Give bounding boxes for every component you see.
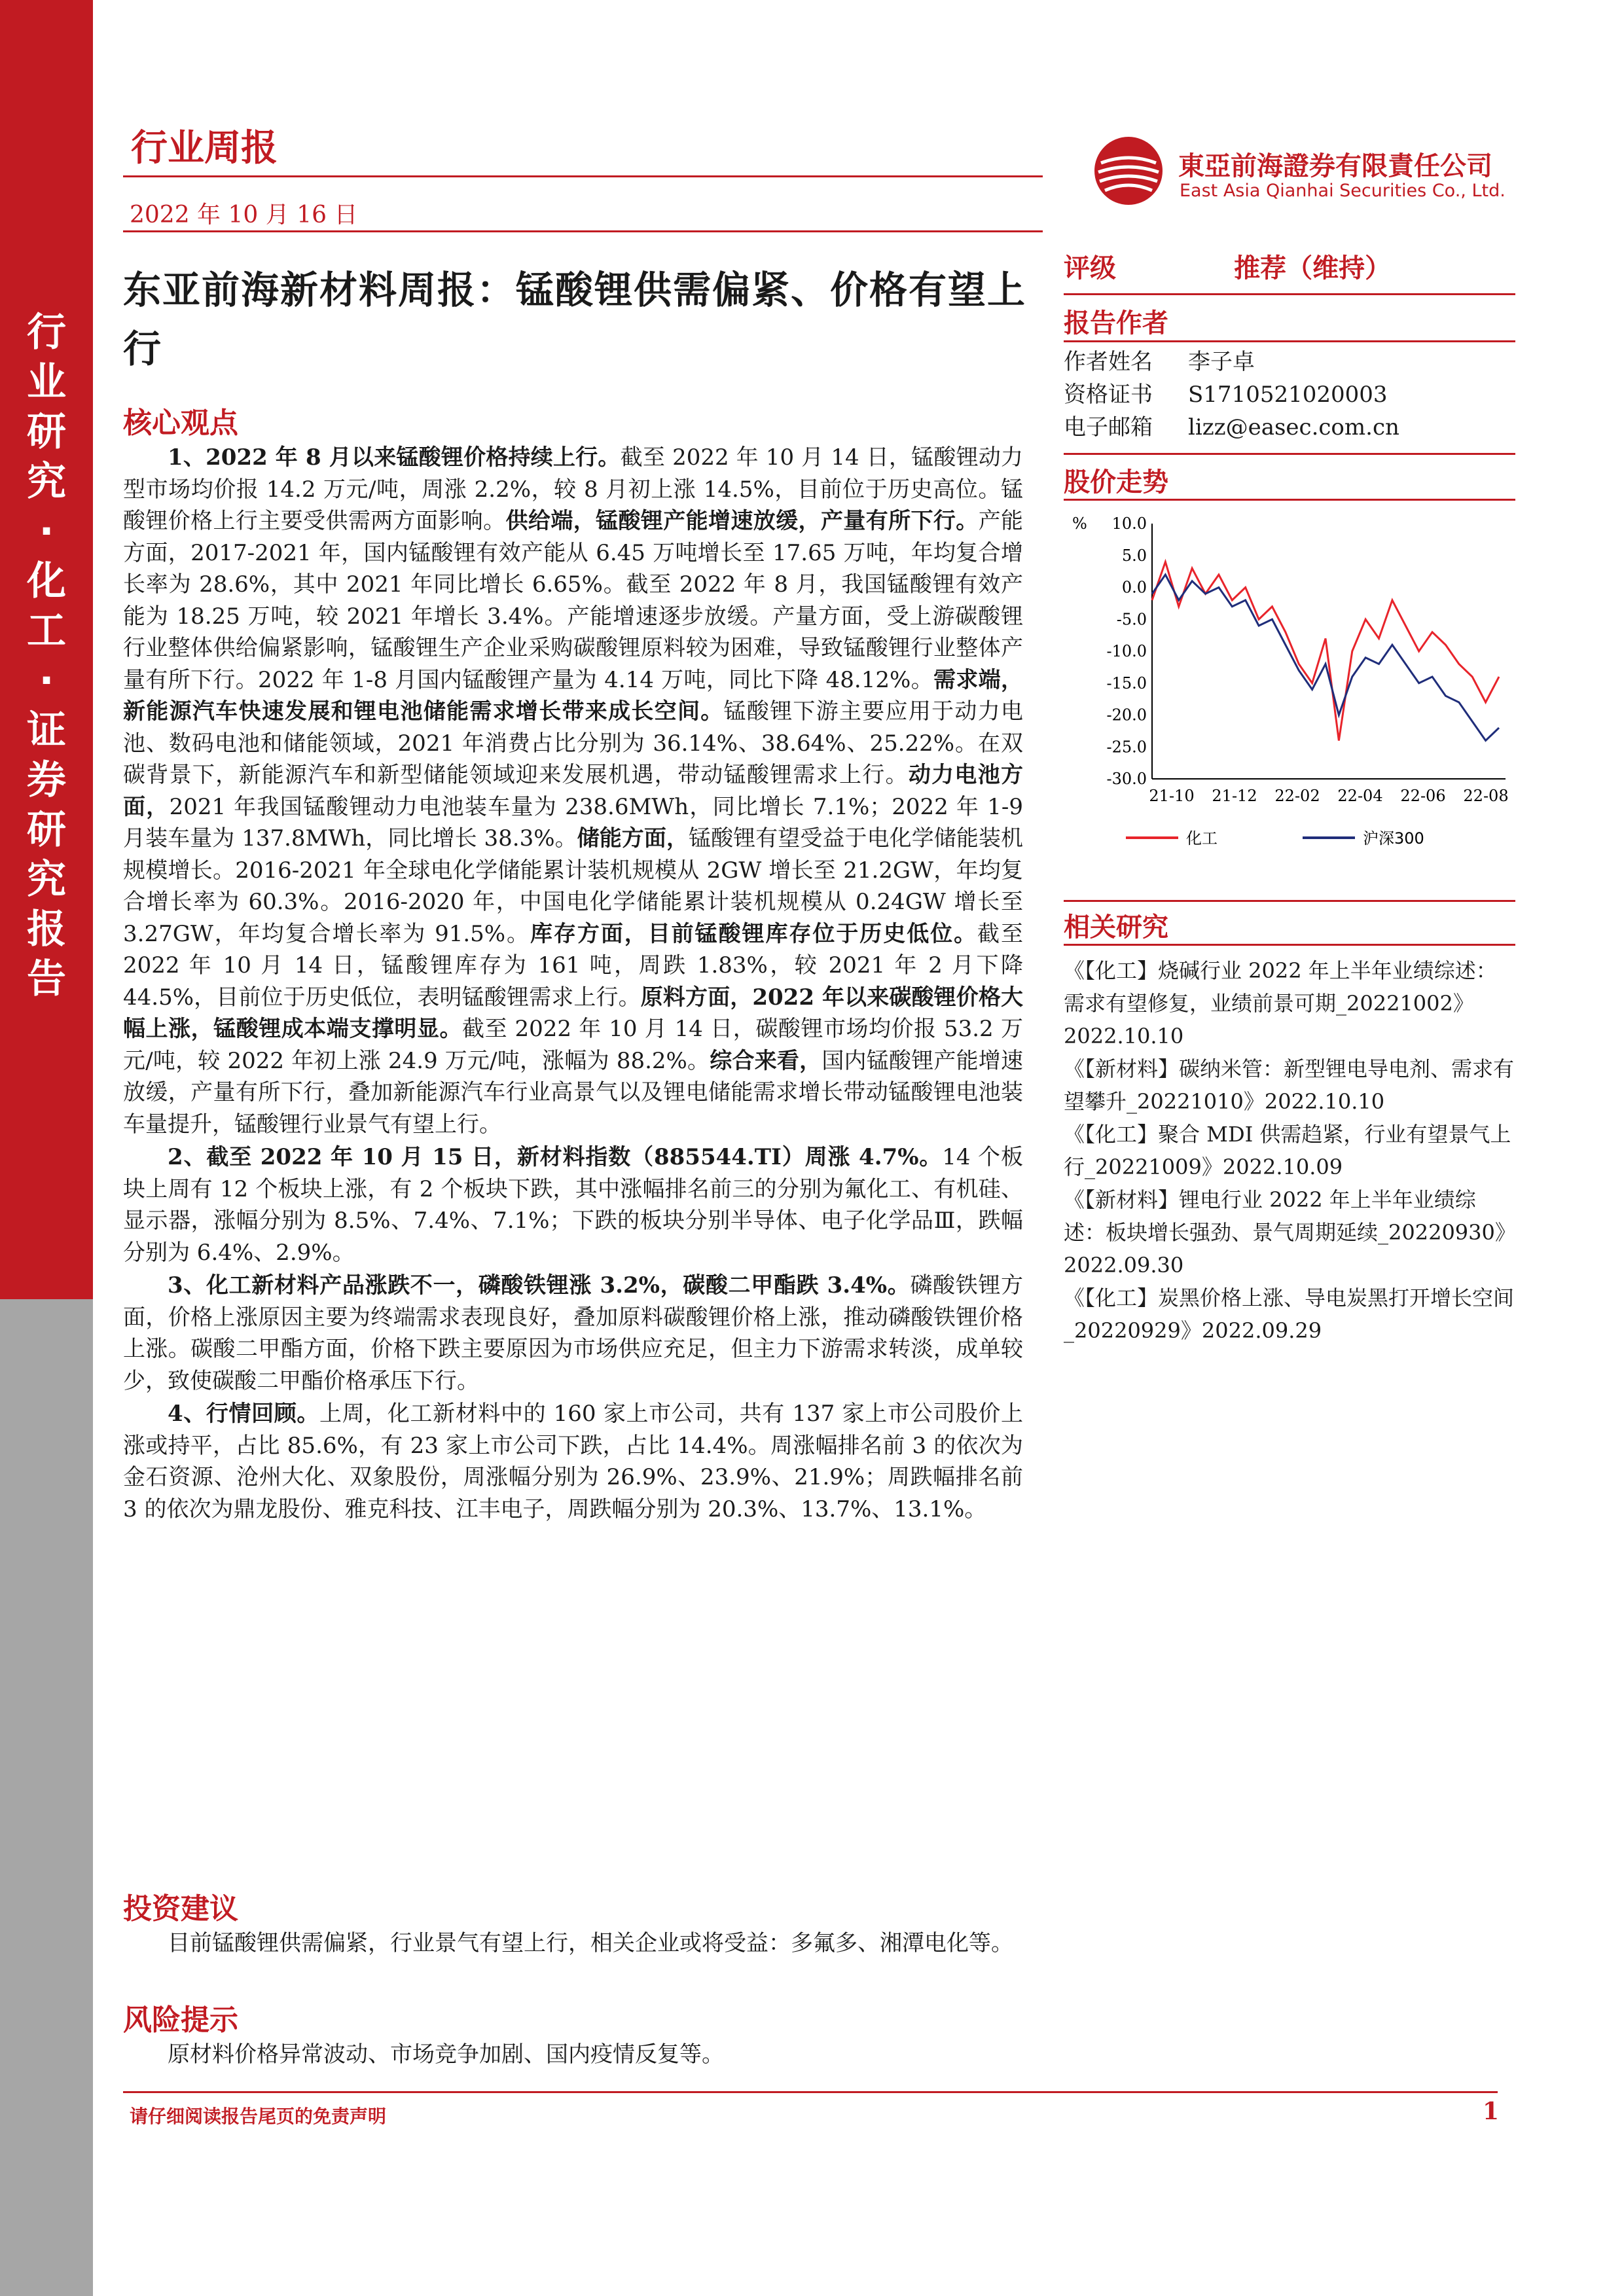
report-title: 东亚前海新材料周报：锰酸锂供需偏紧、价格有望上行 — [123, 268, 1027, 371]
sidebar-char: 业 — [27, 359, 66, 405]
text-segment: 截至 2022 年 10 月 14 日，锰酸锂动力型市场均价报 14.2 万元/吨，周涨 2.2%，较 8 月初上涨 14.5%，目前位于历史高位。锰酸锂价格上行主要受供需两方面影响。 — [123, 444, 1024, 534]
sidebar-char: 化 — [27, 558, 66, 604]
text-segment: 截至 2022 年 10 月 14 日，碳酸锂市场均价报 53.2 万元/吨，较 2022 年初上涨 24.9 万元/吨，涨幅为 88.2%。 — [123, 1016, 1024, 1074]
bold-segment: 供给端，锰酸锂产能增速放缓，产量有所下行。 — [505, 508, 979, 534]
sidebar-char: · — [39, 658, 54, 704]
text-segment: 锰酸锂有望受益于电化学储能装机规模增长。2016-2021 年全球电化学储能累计装机规模从 2GW 增长至 21.2GW，年均复合增长率为 60.3%。2016-2020 年，中国电化学储能累计装机规模从 0.24GW 增长至 3.27GW，年均复合增长率为 91.5%。 — [123, 825, 1024, 947]
paragraph — [123, 1270, 1023, 1397]
bold-segment: 需求端，新能源汽车快速发展和锂电池储能需求增长带来成长空间。 — [123, 666, 1024, 725]
x-tick-label: 22-02 — [1274, 787, 1320, 805]
legend-label: 化工 — [1186, 829, 1218, 848]
text-segment: 上周，化工新材料中的 160 家上市公司，共有 137 家上市公司股价上涨或持平，占比 85.6%，有 23 家上市公司下跌，占比 14.4%。周涨幅排名前 3 的依次为金石资源、沧州大化、双象股份，周涨幅分别为 26.9%、23.9%、21.9%；周跌幅排名前 3 的依次为鼎龙股份、雅克科技、江丰电子，周跌幅分别为 20.3%、13.7%、13.1%。 — [123, 1401, 1023, 1522]
author-email: lizz@easec.com.cn — [1188, 414, 1399, 440]
related-item[interactable]: 《【化工】烧碱行业 2022 年上半年业绩综述：需求有望修复，业绩前景可期_20221002》2022.10.10 — [1064, 958, 1497, 1049]
related-list — [1064, 954, 1515, 1347]
y-tick-label: 0.0 — [1121, 578, 1147, 597]
report-type: 行业周报 — [131, 127, 278, 170]
sidebar-char: 研 — [27, 409, 66, 455]
bold-segment: 储能方面， — [577, 825, 689, 852]
y-unit-label: % — [1072, 514, 1087, 533]
bold-segment: 3、化工新材料产品涨跌不一，磷酸铁锂涨 3.2%，碳酸二甲酯跌 3.4%。 — [168, 1272, 911, 1299]
related-heading-wrap — [1064, 906, 1515, 944]
company-name-en: East Asia Qianhai Securities Co., Ltd. — [1180, 181, 1506, 201]
report-date: 2022 年 10 月 16 日 — [130, 202, 358, 228]
bold-segment: 库存方面，目前锰酸锂库存位于历史低位。 — [530, 920, 978, 947]
core-view-body — [123, 442, 1023, 1526]
x-tick-label: 21-10 — [1149, 787, 1195, 805]
related-item[interactable]: 《【化工】聚合 MDI 供需趋紧，行业有望景气上行_20221009》2022.10.09 — [1064, 1122, 1511, 1179]
footer-divider — [123, 2091, 1498, 2093]
related-item[interactable]: 《【化工】炭黑价格上涨、导电炭黑打开增长空间_20220929》2022.09.29 — [1064, 1285, 1515, 1343]
x-tick-label: 22-08 — [1463, 787, 1509, 805]
chart-divider — [1064, 499, 1515, 501]
author-email-label: 电子邮箱 — [1064, 414, 1153, 440]
author-heading-wrap — [1064, 302, 1515, 340]
risk-text: 原材料价格异常波动、市场竞争加剧、国内疫情反复等。 — [168, 2041, 724, 2068]
author-email-row — [1064, 411, 1515, 444]
bold-segment: 1、2022 年 8 月以来锰酸锂价格持续上行。 — [168, 444, 621, 471]
text-segment: 14 个板块上周有 12 个板块上涨，有 2 个板块下跌，其中涨幅排名前三的分别为氟化工、有机硅、显示器，涨幅分别为 8.5%、7.4%、7.1%；下跌的板块分别半导体、电子化学品Ⅲ，跌幅分别为 6.4%、2.9%。 — [123, 1144, 1023, 1266]
sidebar-char: 券 — [27, 757, 66, 803]
y-tick-label: -15.0 — [1106, 673, 1147, 692]
rating-value: 推荐（维持） — [1234, 253, 1392, 283]
page-number: 1 — [1483, 2098, 1500, 2125]
y-tick-label: 5.0 — [1121, 546, 1147, 565]
x-tick-label: 22-06 — [1400, 787, 1446, 805]
footer-disclaimer: 请仔细阅读报告尾页的免责声明 — [130, 2106, 387, 2127]
related-top-divider — [1064, 900, 1515, 902]
related-item[interactable]: 《【新材料】锂电行业 2022 年上半年业绩综述：板块增长强劲、景气周期延续_20220930》2022.09.30 — [1064, 1187, 1506, 1278]
bold-segment: 原料方面，2022 年以来碳酸锂价格大幅上涨，锰酸锂成本端支撑明显。 — [123, 984, 1023, 1042]
section-invest: 投资建议 — [123, 1892, 238, 1926]
author-cert-row — [1064, 378, 1515, 411]
rating-divider — [1064, 293, 1515, 295]
x-tick-label: 21-12 — [1212, 787, 1257, 805]
invest-text: 目前锰酸锂供需偏紧，行业景气有望上行，相关企业或将受益：多氟多、湘潭电化等。 — [168, 1930, 1013, 1956]
company-name-cn: 東亞前海證券有限責任公司 — [1178, 151, 1492, 181]
date-divider — [123, 230, 1043, 232]
sidebar-band-grey — [0, 1299, 93, 2296]
series-line-chem — [1152, 562, 1499, 741]
text-segment: 截至 2022 年 10 月 14 日，锰酸锂库存为 161 吨，周跌 1.83%，较 2021 年 2 月下降 44.5%，目前位于历史低位，表明锰酸锂需求上行。 — [123, 920, 1023, 1011]
author-name: 李子卓 — [1188, 349, 1255, 375]
company-logo-icon — [1092, 134, 1165, 207]
y-tick-label: -5.0 — [1116, 610, 1147, 629]
chart-top-divider — [1064, 453, 1515, 455]
author-info — [1064, 346, 1515, 444]
sidebar-char: 研 — [27, 807, 66, 853]
bold-segment: 综合来看， — [710, 1047, 822, 1074]
text-segment: 锰酸锂下游主要应用于动力电池、数码电池和储能领域，2021 年消费占比分别为 36.14%、38.64%、25.22%。在双碳背景下，新能源汽车和新型储能领域迎来发展机遇，带动锰酸锂需求上行。 — [123, 698, 1024, 788]
paragraph — [123, 1141, 1023, 1268]
text-segment: 国内锰酸锂产能增速放缓，产量有所下行，叠加新能源汽车行业高景气以及锂电储能需求增长带动锰酸锂电池装车量提升，锰酸锂行业景气有望上行。 — [123, 1047, 1024, 1138]
risk-body — [123, 2039, 1023, 2071]
sidebar-char: 究 — [27, 857, 66, 903]
chart-heading: 股价走势 — [1064, 467, 1168, 497]
rating-label: 评级 — [1064, 253, 1116, 283]
legend-label: 沪深300 — [1363, 829, 1424, 848]
paragraph — [123, 1398, 1023, 1525]
bold-segment: 2、截至 2022 年 10 月 15 日，新材料指数（885544.TI）周涨 4.7%。 — [168, 1144, 943, 1170]
chart-heading-wrap — [1064, 461, 1515, 499]
y-tick-label: -10.0 — [1106, 642, 1147, 660]
invest-body — [123, 1928, 1023, 1960]
sidebar-char: 证 — [27, 708, 66, 753]
text-segment: 磷酸铁锂方面，价格上涨原因主要为终端需求表现良好，叠加原料碳酸锂价格上涨，推动磷酸铁锂价格上涨。碳酸二甲酯方面，价格下跌主要原因为市场供应充足，但主力下游需求转淡，成单较少，致使碳酸二甲酯价格承压下行。 — [123, 1272, 1024, 1394]
sidebar-char: 工 — [27, 608, 66, 654]
section-risk: 风险提示 — [123, 2003, 238, 2037]
x-tick-label: 22-04 — [1337, 787, 1383, 805]
y-tick-label: -25.0 — [1106, 738, 1147, 757]
series-line-hs300 — [1152, 575, 1499, 741]
sidebar-char: 报 — [27, 906, 66, 952]
text-segment: 产能方面，2017-2021 年，国内锰酸锂有效产能从 6.45 万吨增长至 17.65 万吨，年均复合增长率为 28.6%，其中 2021 年同比增长 6.65%。截至 2022 年 8 月，我国锰酸锂有效产能为 18.25 万吨，较 2021 年增长 3.4%。产能增速逐步放缓。产量方面，受上游碳酸锂行业整体供给偏紧影响，锰酸锂生产企业采购碳酸锂原料较为困难，导致锰酸锂行业整体产量有所下行。2022 年 1-8 月国内锰酸锂产量为 4.14 万吨，同比下降 48.12%。 — [123, 508, 1024, 693]
stock-trend-chart — [1054, 504, 1519, 870]
y-tick-label: -30.0 — [1106, 770, 1147, 788]
author-name-label: 作者姓名 — [1064, 349, 1153, 375]
author-cert-label: 资格证书 — [1064, 382, 1153, 408]
paragraph — [123, 442, 1023, 1140]
y-tick-label: 10.0 — [1111, 514, 1147, 533]
author-cert: S1710521020003 — [1188, 382, 1388, 408]
sidebar-char: 告 — [27, 956, 66, 1002]
author-divider — [1064, 340, 1515, 342]
bold-segment: 动力电池方面， — [123, 762, 1024, 820]
related-heading: 相关研究 — [1064, 912, 1168, 942]
header-divider — [123, 175, 1043, 177]
author-heading: 报告作者 — [1064, 308, 1168, 338]
author-name-row — [1064, 346, 1515, 378]
section-core-view: 核心观点 — [123, 406, 238, 440]
bold-segment: 4、行情回顾。 — [168, 1401, 319, 1427]
text-segment: 2021 年我国锰酸锂动力电池装车量为 238.6MWh，同比增长 7.1%；2022 年 1-9 月装车量为 137.8MWh，同比增长 38.3%。 — [123, 793, 1024, 852]
related-divider — [1064, 944, 1515, 946]
sidebar-vertical-label — [12, 308, 81, 1004]
y-tick-label: -20.0 — [1106, 706, 1147, 725]
sidebar-char: · — [39, 509, 54, 554]
sidebar-char: 行 — [27, 310, 66, 355]
sidebar-char: 究 — [27, 459, 66, 505]
related-item[interactable]: 《【新材料】碳纳米管：新型锂电导电剂、需求有望攀升_20221010》2022.10.10 — [1064, 1056, 1515, 1114]
rating-row — [1064, 247, 1515, 285]
